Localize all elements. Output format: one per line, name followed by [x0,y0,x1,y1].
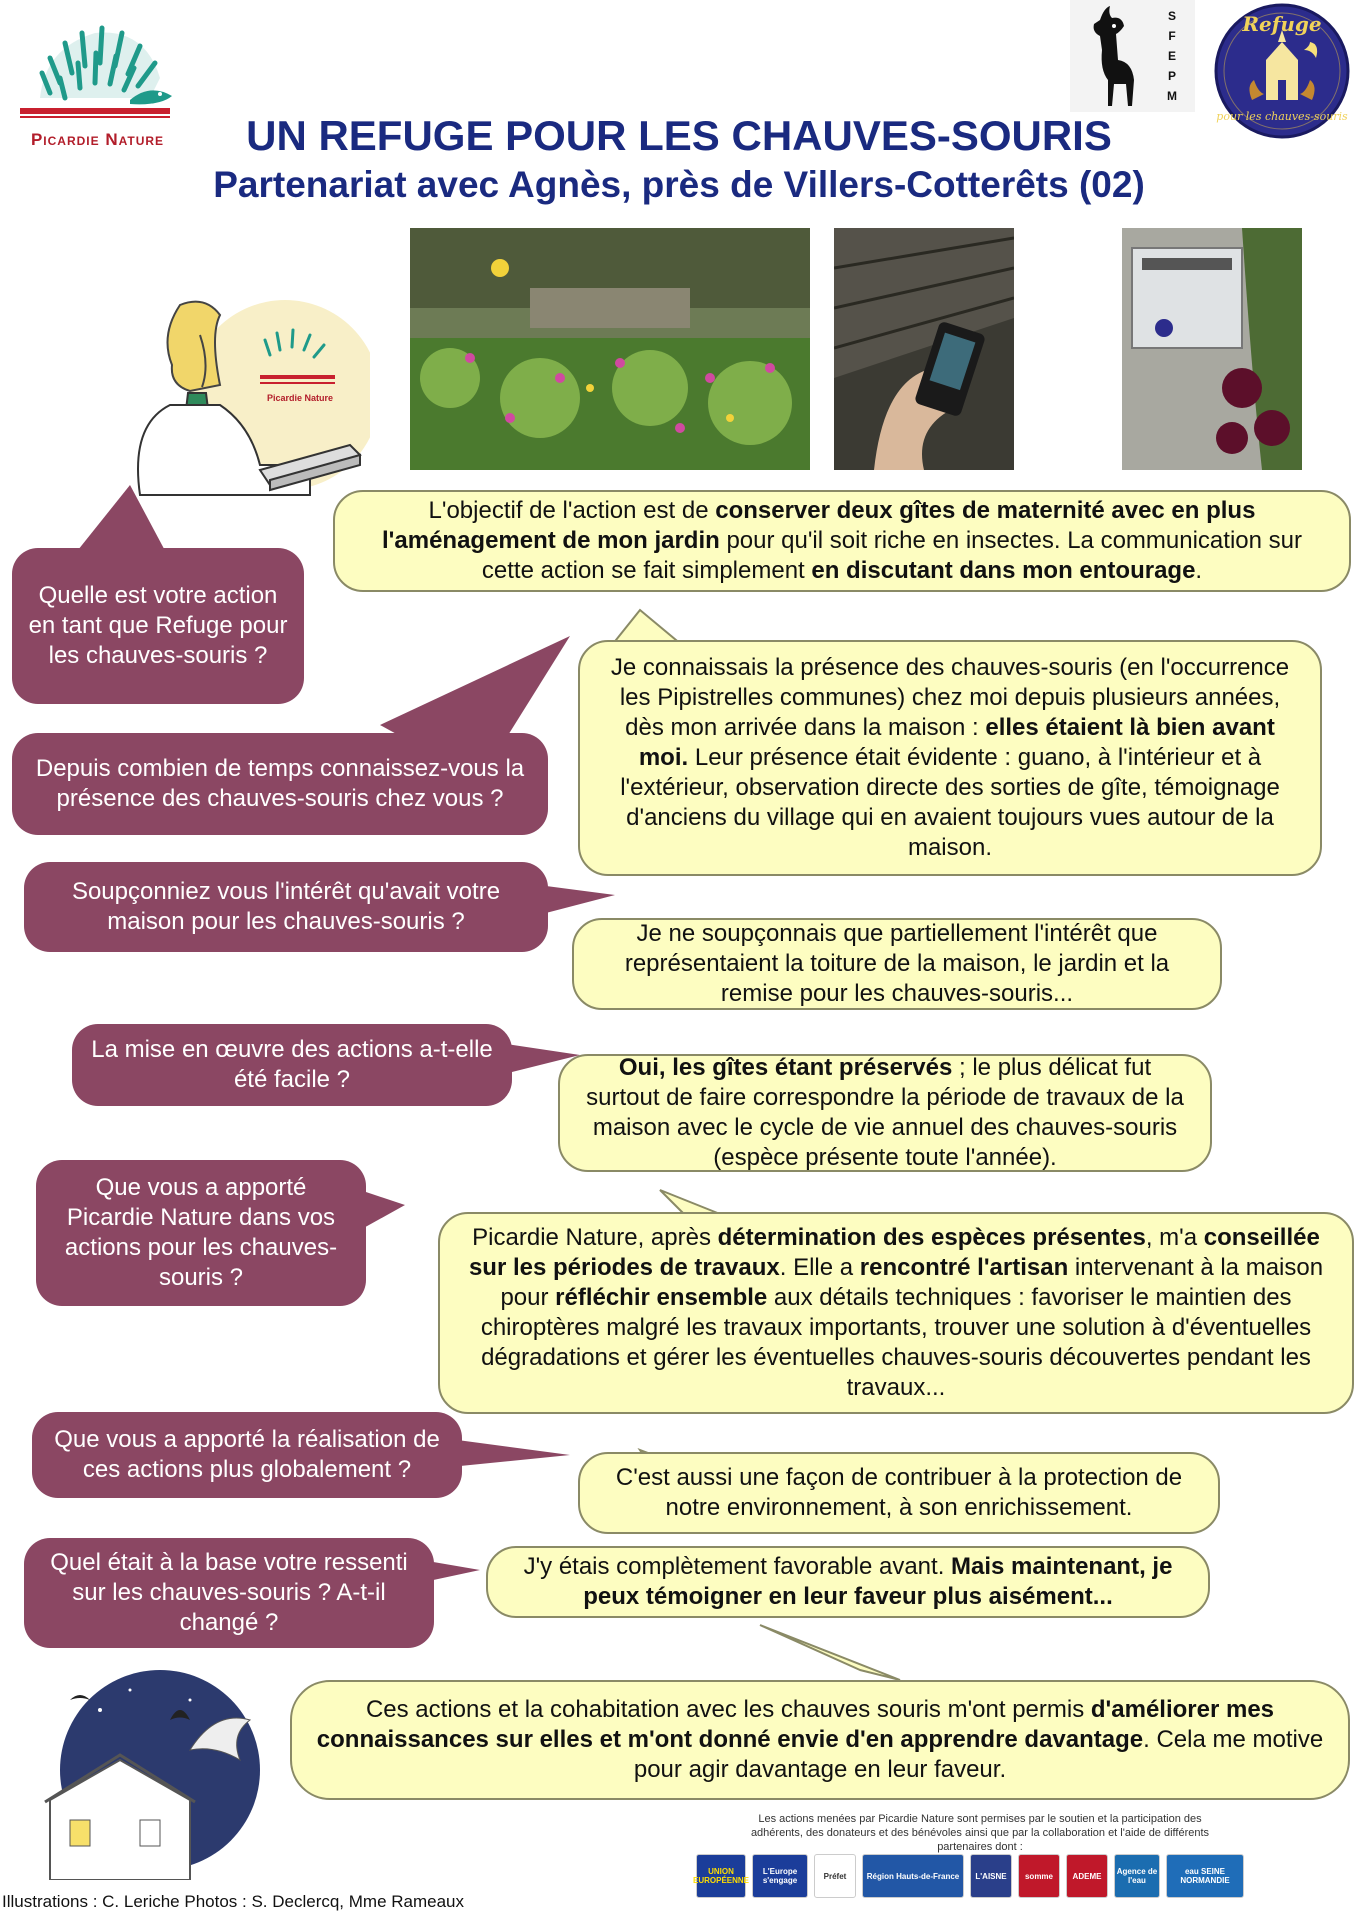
answer-6 [578,1452,1220,1534]
partner-logo: eau SEINE NORMANDIE [1166,1854,1244,1898]
question-7 [24,1538,434,1648]
question-3 [24,862,548,952]
refuge-logo-title: Refuge [1242,12,1322,36]
question-4-text: La mise en œuvre des actions a-t-elle été facile ? [91,1036,493,1093]
answer-2-text: Je connaissais la présence des chauves-souris (en l'occurrence les Pipistrelles communes) chez moi depuis plusieurs années, dès mon arrivée dans la maison : elles étaient là bien avant moi. Leur présence était évidente : guano, à l'intérieur et à l'extérieur, observation directe des sorties de gîte, témoignage d'anciens du village qui en avaient toujours vues autour de la maison. [610,654,1290,861]
refuge-logo-subtitle: pour les chauves-souris [1216,110,1348,123]
partner-logo: somme [1018,1854,1060,1898]
answer-7 [486,1546,1210,1618]
question-7-text: Quel était à la base votre ressenti sur les chauves-souris ? A-t-il changé ? [50,1549,408,1636]
partner-logo: L'Europe s'engage [752,1854,808,1898]
question-6 [32,1412,462,1498]
illustration-house-night [40,1660,280,1880]
photo-credits: Illustrations : C. Leriche Photos : S. Declercq, Mme Rameaux [2,1892,465,1911]
answer-4 [558,1054,1212,1172]
question-4 [72,1024,512,1106]
footer-support-text: Les actions menées par Picardie Nature sont permises par le soutien et la participation des adhérents, des donateurs et des bénévoles ainsi que par la collaboration et l'aide de différents partenaires dont : [750,1813,1210,1853]
sfepm-letter: S [1167,9,1176,23]
illustration-logo-text: Picardie Nature [266,393,334,403]
answer-6-text: C'est aussi une façon de contribuer à la protection de notre environnement, à son enrichissement. [615,1464,1183,1521]
sfepm-letter: P [1167,69,1176,83]
final-answer [290,1680,1350,1800]
sfepm-letter: F [1168,29,1176,43]
final-answer-text: Ces actions et la cohabitation avec les chauves souris m'ont permis d'améliorer mes connaissances sur elles et m'ont donné envie d'en apprendre davantage. Cela me motive pour agir davantage en leur faveur. [316,1696,1324,1783]
partner-logo: Région Hauts-de-France [862,1854,964,1898]
partner-logo: ADEME [1066,1854,1108,1898]
question-6-text: Que vous a apporté la réalisation de ces actions plus globalement ? [54,1426,440,1483]
question-2-text: Depuis combien de temps connaissez-vous la présence des chauves-souris chez vous ? [35,755,525,812]
partner-logo: Agence de l'eau [1114,1854,1160,1898]
question-1 [12,548,304,704]
answer-2 [578,640,1322,876]
answer-4-text: Oui, les gîtes étant préservés ; le plus délicat fut surtout de faire correspondre la période de travaux de la maison avec le cycle de vie annuel des chauves-souris (espèce présente toute l'année). [586,1054,1184,1171]
question-5-text: Que vous a apporté Picardie Nature dans vos actions pour les chauves-souris ? [64,1174,338,1291]
answer-5-text: Picardie Nature, après détermination des espèces présentes, m'a conseillée sur les périodes de travaux. Elle a rencontré l'artisan intervenant à la maison pour réfléchir ensemble aux détails techniques : favoriser le maintien des chiroptères malgré les travaux importants, trouver une solution à d'éventuelles dégradations et gérer les éventuelles chauves-souris découvertes pendant les travaux... [468,1224,1324,1401]
answer-7-text: J'y étais complètement favorable avant. Mais maintenant, je peux témoigner en leur faveur plus aisément... [523,1553,1173,1610]
answer-1 [333,490,1351,592]
answer-3-text: Je ne soupçonnais que partiellement l'intérêt que représentaient la toiture de la maison, le jardin et la remise pour les chauves-souris... [624,920,1170,1007]
partner-logos [693,1852,1276,1900]
sfepm-letter: E [1167,49,1176,63]
answer-5 [438,1212,1354,1414]
picardie-nature-logo-text: Picardie Nature [30,130,165,149]
question-2 [12,733,548,835]
page-title: UN REFUGE POUR LES CHAUVES-SOURIS [246,112,1112,159]
question-5 [36,1160,366,1306]
answer-3 [572,918,1222,1010]
partner-logo: UNION EUROPÉENNE [696,1854,746,1898]
sfepm-letter: M [1167,89,1177,103]
answer-1-text: L'objectif de l'action est de conserver deux gîtes de maternité avec en plus l'aménagement de mon jardin pour qu'il soit riche en insectes. La communication sur cette action se fait simplement en discutant dans mon entourage. [382,497,1302,584]
question-3-text: Soupçonniez vous l'intérêt qu'avait votre maison pour les chauves-souris ? [71,878,501,935]
question-1-text: Quelle est votre action en tant que Refuge pour les chauves-souris ? [28,582,288,669]
partner-logo: Préfet [814,1854,856,1898]
partner-logo: L'AISNE [970,1854,1012,1898]
page-subtitle: Partenariat avec Agnès, près de Villers-Cotterêts (02) [213,164,1145,205]
